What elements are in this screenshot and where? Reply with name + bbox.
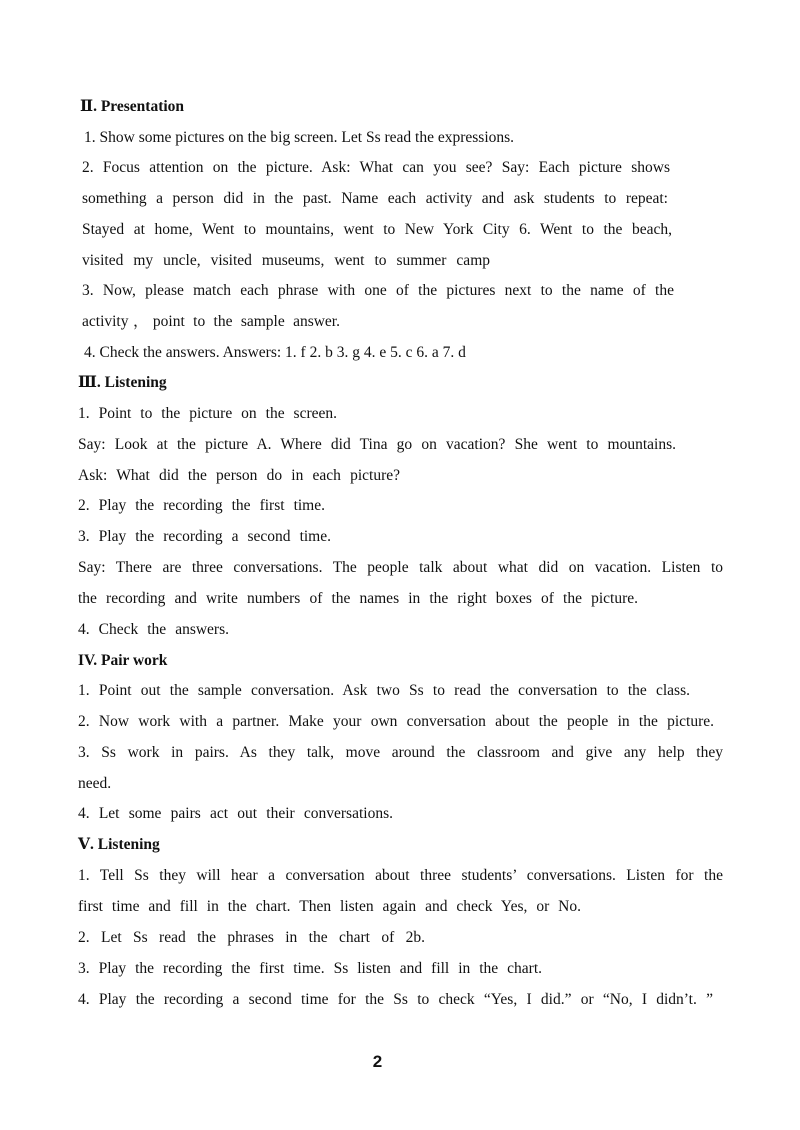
listening-2-line: 1. Tell Ss they will hear a conversation about three students’ conversations. Listen for the [78, 867, 723, 884]
heading-pair-work: IV. Pair work [78, 652, 168, 669]
listening-line: 2. Play the recording the first time. [78, 497, 325, 514]
presentation-line: 4. Check the answers. Answers: 1. f 2. b 3. g 4. e 5. c 6. a 7. d [84, 344, 466, 361]
pair-work-line: 2. Now work with a partner. Make your own conversation about the people in the picture. [78, 713, 714, 730]
listening-2-line: 3. Play the recording the first time. Ss listen and fill in the chart. [78, 960, 542, 977]
pair-work-line: 4. Let some pairs act out their conversations. [78, 805, 393, 822]
presentation-line: Stayed at home, Went to mountains, went to New York City 6. Went to the beach, [82, 221, 672, 238]
pair-work-line: 1. Point out the sample conversation. Ask two Ss to read the conversation to the class. [78, 682, 690, 699]
listening-line: 4. Check the answers. [78, 621, 229, 638]
listening-line: the recording and write numbers of the names in the right boxes of the picture. [78, 590, 638, 607]
listening-line: Say: There are three conversations. The people talk about what did on vacation. Listen to [78, 559, 723, 576]
presentation-line: activity，point to the sample answer. [82, 313, 340, 330]
presentation-line: something a person did in the past. Name each activity and ask students to repeat: [82, 190, 668, 207]
heading-listening-2: Ⅴ. Listening [78, 836, 160, 853]
listening-2-line: first time and fill in the chart. Then listen again and check Yes, or No. [78, 898, 581, 915]
listening-line: Say: Look at the picture A. Where did Tina go on vacation? She went to mountains. [78, 436, 676, 453]
listening-2-line: 4. Play the recording a second time for the Ss to check “Yes, I did.” or “No, I didn’t. ” [78, 991, 713, 1008]
listening-line: Ask: What did the person do in each picture? [78, 467, 400, 484]
pair-work-line: 3. Ss work in pairs. As they talk, move around the classroom and give any help they [78, 744, 723, 761]
presentation-line: 1. Show some pictures on the big screen. Let Ss read the expressions. [84, 129, 515, 146]
page-number: 2 [372, 1052, 383, 1071]
heading-listening-1: Ⅲ. Listening [78, 374, 167, 391]
listening-line: 1. Point to the picture on the screen. [78, 405, 337, 422]
pair-work-line: need. [78, 775, 112, 792]
presentation-line: 2. Focus attention on the picture. Ask: What can you see? Say: Each picture shows [82, 159, 670, 176]
presentation-line: 3. Now, please match each phrase with one of the pictures next to the name of the [82, 282, 674, 299]
presentation-line: visited my uncle, visited museums, went to summer camp [82, 252, 490, 269]
heading-presentation: Ⅱ. Presentation [80, 98, 185, 115]
listening-line: 3. Play the recording a second time. [78, 528, 331, 545]
listening-2-line: 2. Let Ss read the phrases in the chart of 2b. [78, 929, 425, 946]
